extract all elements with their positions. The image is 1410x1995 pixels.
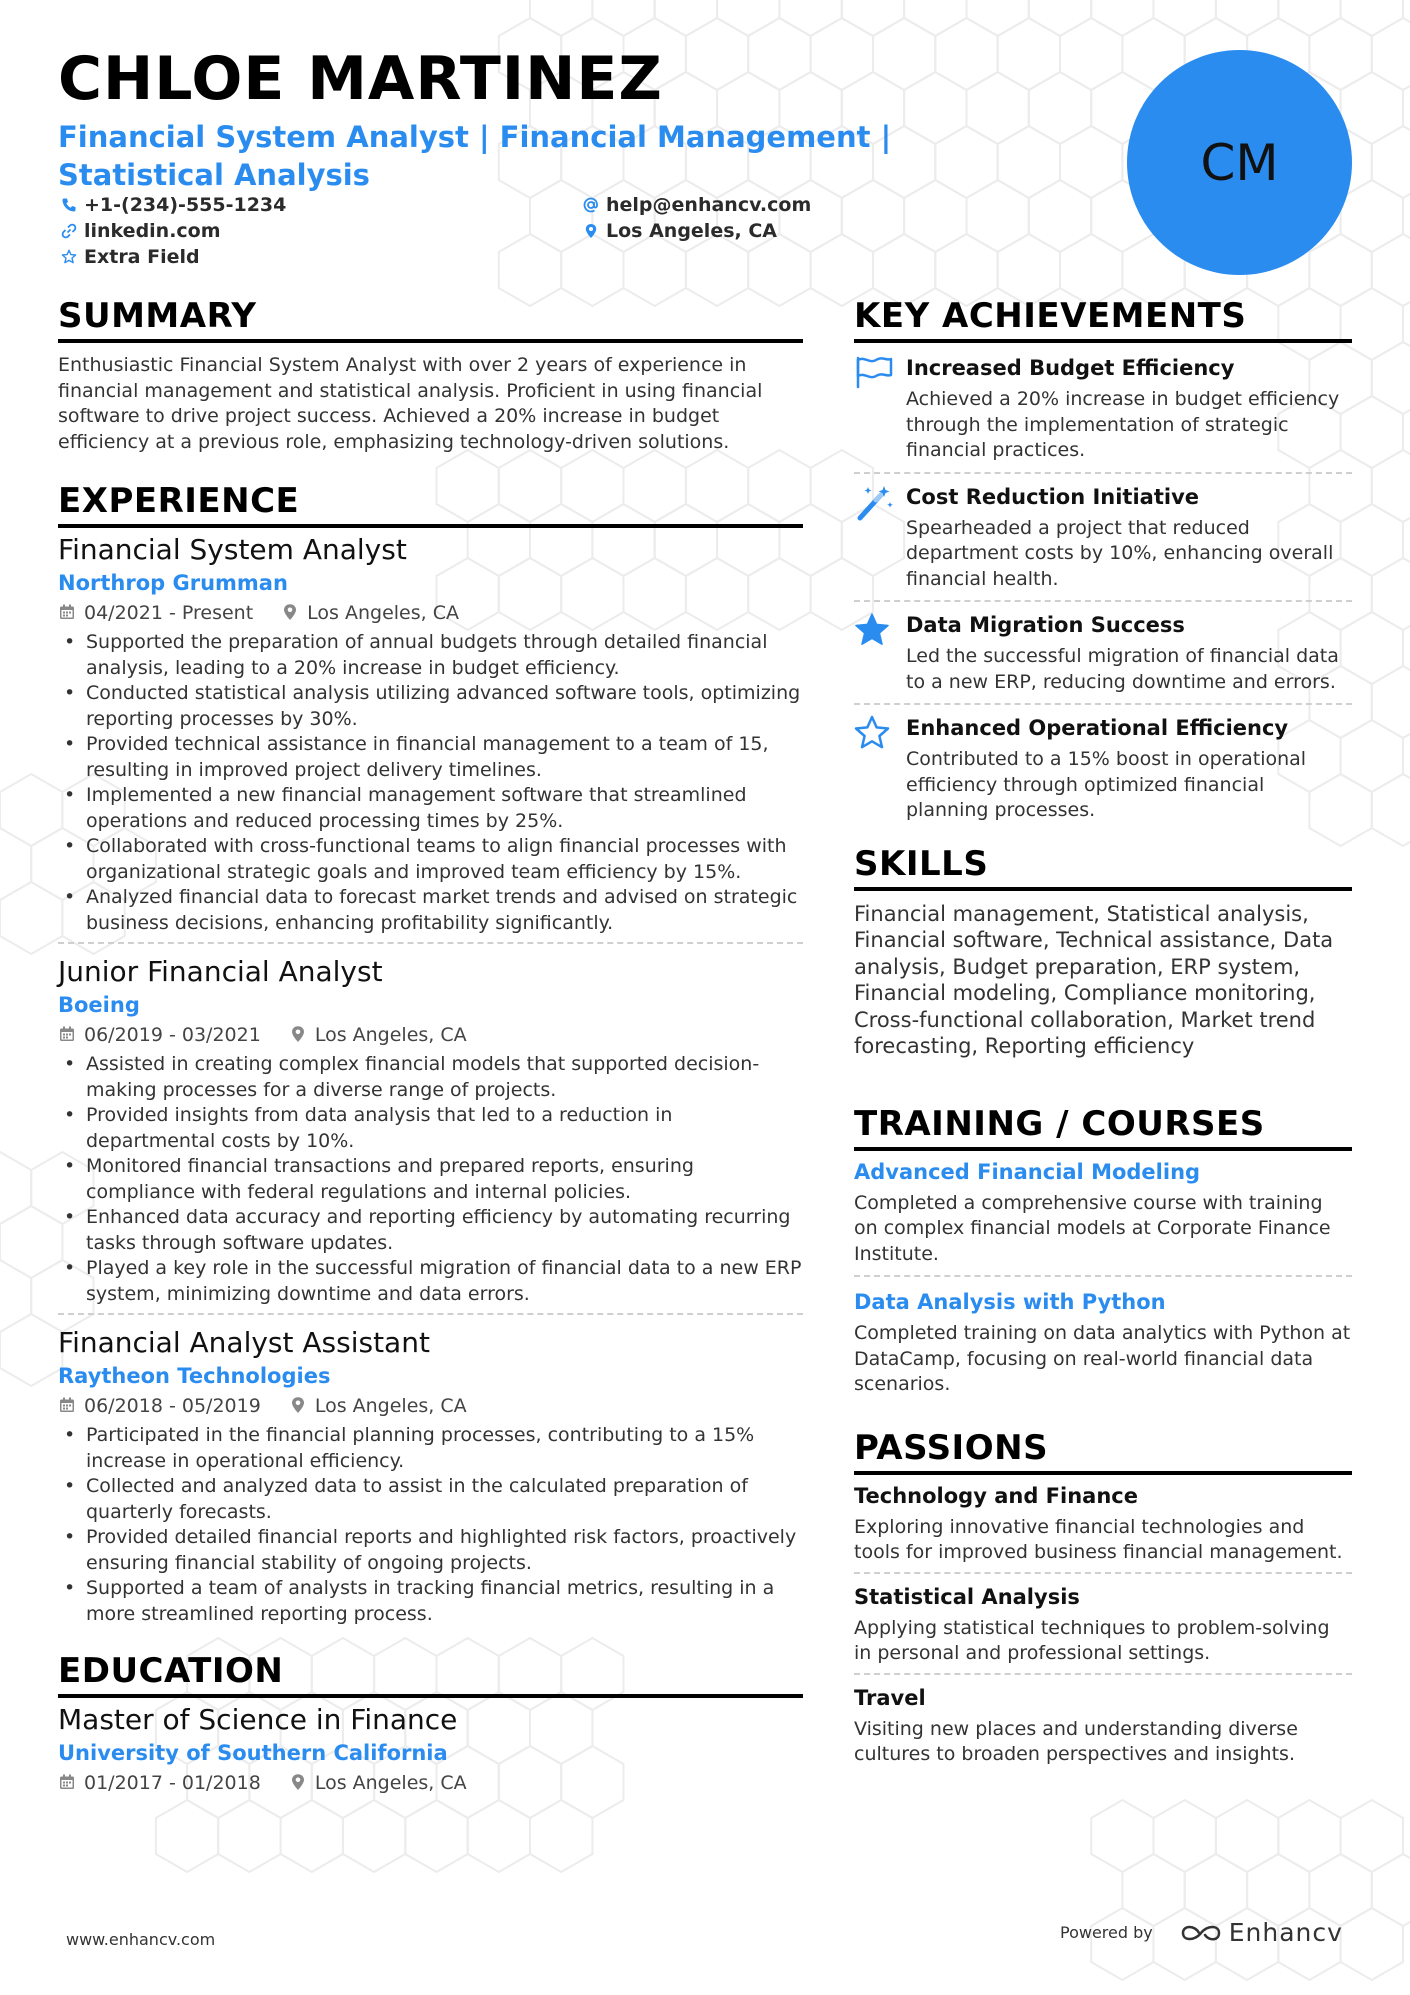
location-pin-icon: [580, 220, 602, 242]
hexagon-shape: [0, 1152, 31, 1224]
hexagon-shape: [156, 1800, 218, 1872]
passion-desc: Visiting new places and understanding diverse cultures to broaden perspectives and insights.: [854, 1717, 1298, 1765]
contact-extra: [58, 246, 200, 268]
hexagon-shape: [998, 18, 1060, 90]
hexagon-shape: [405, 1800, 467, 1872]
hexagon-shape: [468, 1800, 530, 1872]
hexagon-shape: [1341, 180, 1403, 252]
location-pin-icon: [289, 1773, 309, 1793]
course-item: [854, 1157, 1352, 1278]
bullet-item: • Provided technical assistance in financial management to a team of 15, resulting in improved project delivery timelines.: [58, 732, 803, 783]
hexagon-shape: [1216, 1800, 1278, 1872]
hexagon-shape: [1372, 342, 1410, 414]
achievement-item: [854, 482, 1352, 603]
passion-title: Statistical Analysis: [854, 1584, 1080, 1609]
job-location: Los Angeles, CA: [307, 602, 459, 624]
hexagon-shape: [811, 18, 873, 90]
passions-section: [854, 1428, 1352, 1774]
contact-phone[interactable]: [58, 194, 286, 216]
flag-icon: [854, 353, 906, 464]
bullet-item: • Implemented a new financial management software that streamlined operations and reduced processing times by 25%.: [58, 783, 803, 834]
achievement-item: [854, 610, 1352, 705]
hexagon-shape: [655, 0, 717, 36]
passion-item: [854, 1582, 1352, 1675]
bullet-item: • Collected and analyzed data to assist in the calculated preparation of quarterly forecasts.: [58, 1474, 803, 1525]
achievement-title: Increased Budget Efficiency: [906, 356, 1235, 380]
calendar-icon: [58, 1773, 78, 1793]
experience-section: [58, 481, 803, 1633]
passion-desc: Applying statistical techniques to problem-solving in personal and professional settings.: [854, 1616, 1330, 1664]
hexagon-shape: [717, 0, 779, 36]
hexagon-shape: [1154, 1800, 1216, 1872]
calendar-icon: [58, 1396, 78, 1416]
passion-title: Technology and Finance: [854, 1483, 1138, 1508]
achievement-item: [854, 713, 1352, 832]
job-bullets: [58, 1423, 803, 1627]
hexagon-shape: [0, 1314, 62, 1386]
hexagon-shape: [1122, 1854, 1184, 1926]
hexagon-shape: [0, 774, 62, 846]
achievement-item: [854, 353, 1352, 474]
hexagon-shape: [1341, 0, 1403, 36]
education-section: [58, 1651, 803, 1798]
hexagon-shape: [967, 0, 1029, 36]
achievements-section: [854, 296, 1352, 832]
hexagon-shape: [0, 1260, 31, 1332]
hexagon-shape: [904, 0, 966, 36]
hexagon-shape: [1372, 234, 1410, 306]
job-title: Financial System Analyst: [58, 533, 407, 566]
hexagon-shape: [530, 1800, 592, 1872]
achievement-desc: Achieved a 20% increase in budget efficiency through the implementation of strategic financial practices.: [906, 388, 1340, 461]
passion-item: [854, 1683, 1352, 1774]
phone-text: +1-(234)-555-1234: [84, 194, 287, 216]
enhancv-brand-text: Enhancv: [1228, 1918, 1343, 1947]
job-bullets: [58, 1052, 803, 1307]
bullet-item: • Supported the preparation of annual budgets through detailed financial analysis, leading to a 20% increase in budget efficiency.: [58, 630, 803, 681]
hexagon-shape: [1309, 1854, 1371, 1926]
hexagon-shape: [1091, 1800, 1153, 1872]
achievement-desc: Contributed to a 15% boost in operational efficiency through optimized financial planning processes.: [906, 748, 1307, 821]
hexagon-shape: [1341, 72, 1403, 144]
star-filled-icon: [854, 610, 906, 695]
job-dates: 06/2019 - 03/2021: [84, 1024, 261, 1046]
job-bullets: [58, 630, 803, 936]
education-dates: 01/2017 - 01/2018: [84, 1772, 261, 1794]
hexagon-shape: [935, 18, 997, 90]
footer-branding: [1060, 1918, 1343, 1947]
hexagon-shape: [1216, 0, 1278, 36]
hexagon-shape: [1060, 126, 1122, 198]
candidate-headline: Financial System Analyst | Financial Management | Statistical Analysis: [58, 120, 892, 192]
hexagon-shape: [1309, 18, 1371, 90]
hexagon-shape: [1372, 666, 1410, 738]
location-text: Los Angeles, CA: [606, 220, 777, 242]
bullet-item: • Provided detailed financial reports and highlighted risk factors, proactively ensuring financial stability of ongoing projects.: [58, 1525, 803, 1576]
hexagon-shape: [281, 1800, 343, 1872]
hexagon-shape: [1185, 1854, 1247, 1926]
summary-text: Enthusiastic Financial System Analyst with over 2 years of experience in financial management and statistical analysis. Proficient in using financial software to drive project success. Achieved a 20% increase in budget efficiency at a previous role, emphasizing technology-driven solutions.: [58, 354, 763, 453]
powered-by-text: Powered by: [1060, 1923, 1153, 1942]
hexagon-shape: [1278, 0, 1340, 36]
achievements-title: KEY ACHIEVEMENTS: [854, 296, 1352, 343]
hexagon-shape: [1372, 450, 1410, 522]
hexagon-shape: [0, 1206, 62, 1278]
hexagon-shape: [1372, 774, 1410, 846]
hexagon-shape: [592, 0, 654, 36]
education-meta: [58, 1768, 803, 1798]
hexagon-shape: [1091, 0, 1153, 36]
left-column: [58, 296, 803, 1800]
achievement-title: Cost Reduction Initiative: [906, 484, 1199, 509]
company-name: Boeing: [58, 993, 140, 1017]
linkedin-text: linkedin.com: [84, 220, 221, 242]
contact-location: [580, 220, 777, 242]
hexagon-shape: [1372, 558, 1410, 630]
footer-website[interactable]: www.enhancv.com: [66, 1930, 216, 1949]
candidate-name: CHLOE MARTINEZ: [58, 44, 663, 114]
bullet-item: • Supported a team of analysts in tracking financial metrics, resulting in a more streamlined reporting process.: [58, 1576, 803, 1627]
bullet-item: • Analyzed financial data to forecast market trends and advised on strategic business decisions, enhancing profitability significantly.: [58, 885, 803, 936]
bullet-item: • Provided insights from data analysis that led to a reduction in departmental costs by 10%.: [58, 1103, 803, 1154]
summary-title: SUMMARY: [58, 296, 803, 343]
hexagon-shape: [779, 0, 841, 36]
job-meta: [58, 598, 803, 628]
job-title: Junior Financial Analyst: [58, 955, 383, 988]
hexagon-shape: [1060, 18, 1122, 90]
company-name: Northrop Grumman: [58, 571, 288, 595]
enhancv-logo[interactable]: [1179, 1918, 1343, 1947]
bullet-item: • Played a key role in the successful migration of financial data to a new ERP system, minimizing downtime and data errors.: [58, 1256, 803, 1307]
hexagon-shape: [1372, 18, 1410, 90]
avatar-initials: CM: [1200, 133, 1279, 192]
training-title: TRAINING / COURSES: [854, 1104, 1352, 1151]
experience-title: EXPERIENCE: [58, 481, 803, 528]
email-text: help@enhancv.com: [606, 194, 812, 216]
location-pin-icon: [281, 603, 301, 623]
passion-item: [854, 1481, 1352, 1574]
bullet-item: • Conducted statistical analysis utilizing advanced software tools, optimizing reporting processes by 30%.: [58, 681, 803, 732]
passion-title: Travel: [854, 1685, 926, 1710]
summary-section: [58, 296, 803, 455]
achievement-title: Data Migration Success: [906, 613, 1185, 637]
skills-section: [854, 844, 1352, 1060]
job-title: Financial Analyst Assistant: [58, 1326, 430, 1359]
hexagon-shape: [1154, 0, 1216, 36]
achievement-desc: Led the successful migration of financial data to a new ERP, reducing downtime and errors.: [906, 645, 1339, 693]
passion-desc: Exploring innovative financial technologies and tools for improved business financial management.: [854, 1515, 1343, 1563]
bullet-item: • Enhanced data accuracy and reporting efficiency by automating recurring tasks through software updates.: [58, 1205, 803, 1256]
degree-title: Master of Science in Finance: [58, 1703, 458, 1736]
education-title: EDUCATION: [58, 1651, 803, 1698]
location-pin-icon: [289, 1396, 309, 1416]
location-pin-icon: [289, 1025, 309, 1045]
job-location: Los Angeles, CA: [314, 1024, 467, 1046]
star-outline-icon: [854, 713, 906, 824]
job-location: Los Angeles, CA: [314, 1395, 467, 1417]
hexagon-shape: [1029, 72, 1091, 144]
course-desc: Completed a comprehensive course with training on complex financial models at Corporate Finance Institute.: [854, 1191, 1331, 1265]
hexagon-shape: [1341, 1800, 1403, 1872]
hexagon-shape: [1341, 1908, 1403, 1980]
hexagon-shape: [0, 828, 31, 900]
bullet-item: • Monitored financial transactions and prepared reports, ensuring compliance with federal regulations and internal policies.: [58, 1154, 803, 1205]
course-title: Data Analysis with Python: [854, 1290, 1166, 1314]
contact-email[interactable]: [580, 194, 811, 216]
hexagon-shape: [1029, 180, 1091, 252]
enhancv-logo-icon: [1179, 1921, 1223, 1945]
hexagon-shape: [343, 1800, 405, 1872]
hexagon-shape: [873, 18, 935, 90]
avatar: [1127, 50, 1352, 275]
achievement-title: Enhanced Operational Efficiency: [906, 716, 1289, 740]
bullet-item: • Participated in the financial planning processes, contributing to a 15% increase in operational efficiency.: [58, 1423, 803, 1474]
hexagon-shape: [1372, 1854, 1410, 1926]
calendar-icon: [58, 1025, 78, 1045]
link-icon: [58, 220, 80, 242]
bullet-item: • Collaborated with cross-functional teams to align financial processes with organizational strategic goals and improved team efficiency by 15%.: [58, 834, 803, 885]
hexagon-shape: [1029, 0, 1091, 36]
hexagon-shape: [530, 0, 592, 36]
bullet-item: • Assisted in creating complex financial models that supported decision-making processes for a diverse range of projects.: [58, 1052, 803, 1103]
experience-item: [58, 954, 803, 1315]
company-name: Raytheon Technologies: [58, 1364, 331, 1388]
hexagon-shape: [686, 18, 748, 90]
job-meta: [58, 1391, 803, 1421]
contact-linkedin[interactable]: [58, 220, 221, 242]
passions-title: PASSIONS: [854, 1428, 1352, 1475]
experience-item: [58, 532, 803, 944]
at-icon: [580, 194, 602, 216]
hexagon-shape: [218, 1800, 280, 1872]
hexagon-shape: [748, 18, 810, 90]
experience-item: [58, 1325, 803, 1633]
achievement-desc: Spearheaded a project that reduced department costs by 10%, enhancing overall financial health.: [906, 516, 1334, 590]
job-dates: 06/2018 - 05/2019: [84, 1395, 261, 1417]
course-title: Advanced Financial Modeling: [854, 1159, 1201, 1184]
education-location: Los Angeles, CA: [314, 1772, 467, 1794]
job-dates: 04/2021 - Present: [84, 602, 254, 624]
skills-text: Financial management, Statistical analysis, Financial software, Technical assistance, Data analysis, Budget preparation, ERP system, Financial modeling, Compliance monitoring, Cross-functional collaboration, Market trend forecasting, Reporting efficiency: [854, 901, 1334, 1058]
hexagon-shape: [842, 0, 904, 36]
hexagon-shape: [0, 882, 62, 954]
right-column: [854, 296, 1352, 1782]
training-section: [854, 1104, 1352, 1406]
magic-wand-icon: [854, 482, 906, 593]
extra-field-text: Extra Field: [84, 246, 200, 268]
course-item: [854, 1287, 1352, 1406]
star-outline-icon: [58, 246, 80, 268]
phone-icon: [58, 194, 80, 216]
skills-title: SKILLS: [854, 844, 1352, 891]
job-meta: [58, 1020, 803, 1050]
calendar-icon: [58, 603, 78, 623]
school-name: University of Southern California: [58, 1741, 448, 1765]
course-desc: Completed training on data analytics with Python at DataCamp, focusing on real-world financial data scenarios.: [854, 1322, 1351, 1395]
hexagon-shape: [1278, 1800, 1340, 1872]
hexagon-shape: [1372, 126, 1410, 198]
hexagon-shape: [1247, 1854, 1309, 1926]
